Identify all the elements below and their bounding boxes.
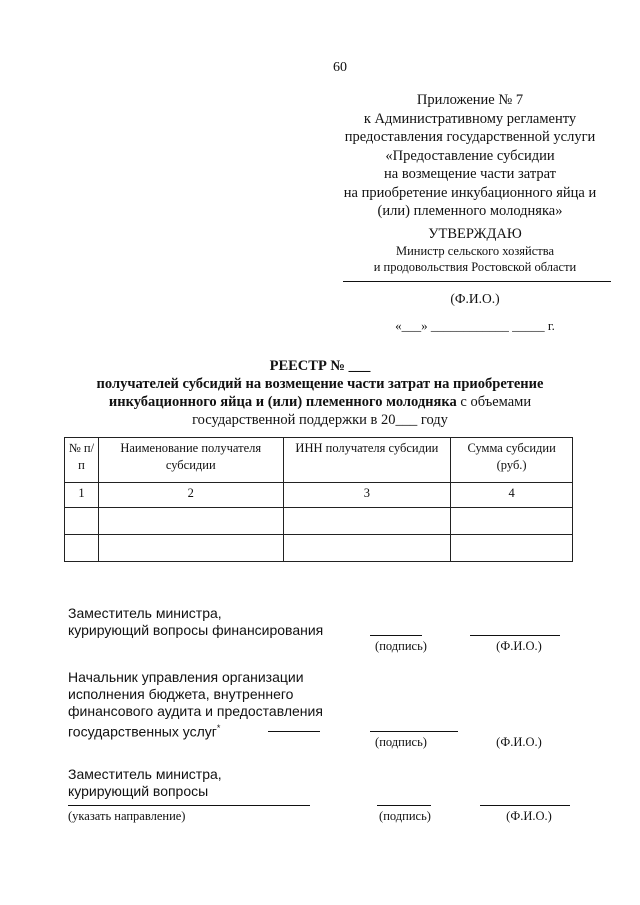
empty-cell [283, 535, 451, 562]
annex-line: Приложение № 7 [416, 92, 524, 108]
signature-block-3 [68, 766, 222, 800]
register-title-line3 [60, 393, 580, 411]
number-cell: 1 [65, 483, 99, 508]
header-cell-inn: ИНН получателя субсидии [283, 438, 451, 483]
fio-line [470, 635, 560, 636]
sign-caption: (подпись) [375, 735, 427, 749]
table-row [65, 535, 573, 562]
signer-title-line: финансового аудита и предоставления [68, 703, 323, 719]
annex-line: на возмещение части затрат [384, 166, 556, 182]
direction-line [68, 805, 310, 806]
empty-cell [98, 535, 283, 562]
register-title-line3-rest: с объемами [456, 394, 532, 410]
annex-line: «Предоставление субсидии [385, 147, 555, 164]
approval-date-line: «___» ____________ _____ г. [395, 318, 555, 333]
number-cell: 3 [283, 483, 451, 508]
approval-fio-caption: (Ф.И.О.) [450, 291, 500, 306]
signer-title-line: курирующий вопросы [68, 783, 209, 799]
sign-caption: (подпись) [379, 809, 431, 823]
underline [268, 731, 320, 732]
empty-cell [451, 535, 573, 562]
signature-block-2 [68, 669, 323, 741]
approval-block [340, 226, 610, 275]
empty-cell [283, 508, 451, 535]
table-row [65, 508, 573, 535]
fio-line [480, 805, 570, 806]
empty-cell [65, 535, 99, 562]
sign-caption: (подпись) [375, 639, 427, 653]
annex-line: предоставления государственной услуги [344, 129, 596, 145]
annex-line: (или) племенного молодняка» [377, 203, 563, 219]
approval-title: УТВЕРЖДАЮ [428, 226, 522, 242]
signer-title-text: государственных услуг [68, 723, 217, 740]
signer-title-line: Заместитель министра, [68, 605, 222, 621]
signature-line [377, 805, 431, 806]
annex-line: на приобретение инкубационного яйца и [343, 184, 597, 201]
empty-cell [65, 508, 99, 535]
register-table [64, 437, 573, 562]
approval-signature-line [343, 281, 611, 282]
register-title-line3-bold: инкубационного яйца и (или) племенного молодняка [108, 394, 457, 410]
header-cell-number: № п/п [65, 438, 99, 483]
approval-position-line2: и продовольствия Ростовской области [373, 260, 577, 274]
number-cell: 2 [98, 483, 283, 508]
footnote-mark: * [216, 723, 221, 733]
register-title [60, 357, 580, 429]
signature-line [370, 731, 458, 732]
fio-caption: (Ф.И.О.) [496, 639, 542, 653]
signature-block-1 [68, 605, 323, 639]
signature-line [370, 635, 422, 636]
empty-cell [451, 508, 573, 535]
signer-title-line: курирующий вопросы финансирования [68, 622, 324, 638]
approval-position-line1: Министр сельского хозяйства [395, 244, 555, 258]
register-title-line2: получателей субсидий на возмещение части затрат на приобретение [96, 376, 544, 392]
table-number-row [65, 483, 573, 508]
register-title-line1: РЕЕСТР № ___ [269, 358, 371, 374]
table-header-row [65, 438, 573, 483]
register-title-line4: государственной поддержки в 20___ году [192, 412, 448, 428]
fio-caption: (Ф.И.О.) [506, 809, 552, 823]
number-cell: 4 [451, 483, 573, 508]
signer-title-line: Начальник управления организации [68, 669, 304, 685]
signer-title-line: исполнения бюджета, внутреннего [68, 686, 294, 702]
fio-caption: (Ф.И.О.) [496, 735, 542, 749]
header-cell-amount: Сумма субсидии (руб.) [451, 438, 573, 483]
direction-caption: (указать направление) [68, 809, 186, 823]
signer-title-line: Заместитель министра, [68, 766, 222, 782]
header-cell-name: Наименование получателя субсидии [98, 438, 283, 483]
page-number: 60 [333, 60, 347, 75]
empty-cell [98, 508, 283, 535]
annex-line: к Административному регламенту [363, 110, 577, 127]
annex-heading [330, 91, 610, 221]
